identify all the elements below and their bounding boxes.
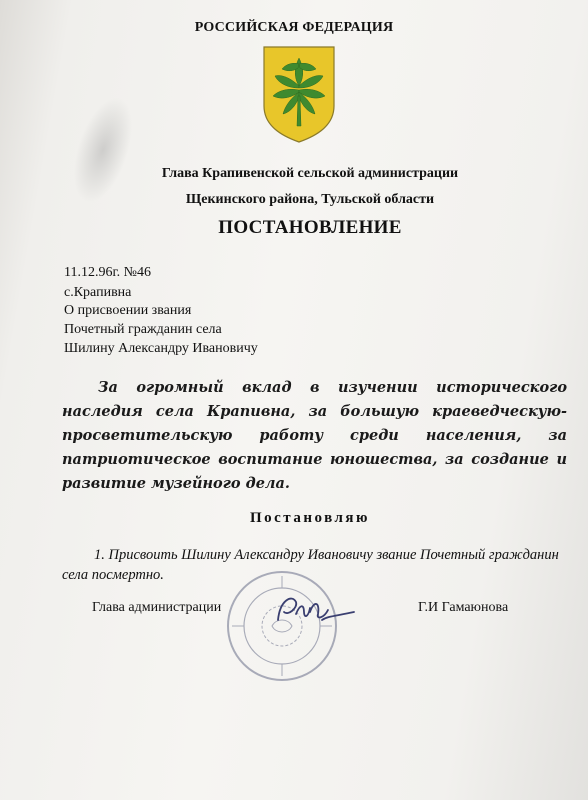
subject-line-1: О присвоении звания bbox=[64, 303, 192, 318]
handwritten-signature bbox=[270, 590, 360, 630]
subject-line-2: Почетный гражданин села bbox=[64, 322, 222, 337]
date-number: 11.12.96г. №46 bbox=[64, 265, 152, 280]
document-type-title: ПОСТАНОВЛЕНИЕ bbox=[218, 217, 402, 238]
country-title: РОССИЙСКАЯ ФЕДЕРАЦИЯ bbox=[194, 20, 394, 35]
decree-heading: Постановляю bbox=[249, 510, 371, 526]
authority-line-1: Глава Крапивенской сельской администрации bbox=[161, 166, 459, 181]
place: с.Крапивна bbox=[64, 285, 132, 300]
signatory-name: Г.И Гамаюнова bbox=[418, 600, 509, 615]
subject-line-3: Шилину Александру Ивановичу bbox=[64, 341, 258, 356]
decree-item: 1. Присвоить Шилину Александру Ивановичу звание Почетный гражданин села посмертно. bbox=[62, 547, 559, 583]
preamble-handwritten-text: За огромный вклад в изучении исторического наследия села Крапивна, за большую краеведческую-просветительскую работу среди населения, за патриотическое воспитание юношества, за создание и развитие музейного дела. bbox=[62, 379, 567, 492]
coat-of-arms-icon bbox=[261, 44, 337, 144]
authority-line-2: Щекинского района, Тульской области bbox=[185, 192, 435, 207]
signature-position: Глава администрации bbox=[92, 600, 222, 615]
